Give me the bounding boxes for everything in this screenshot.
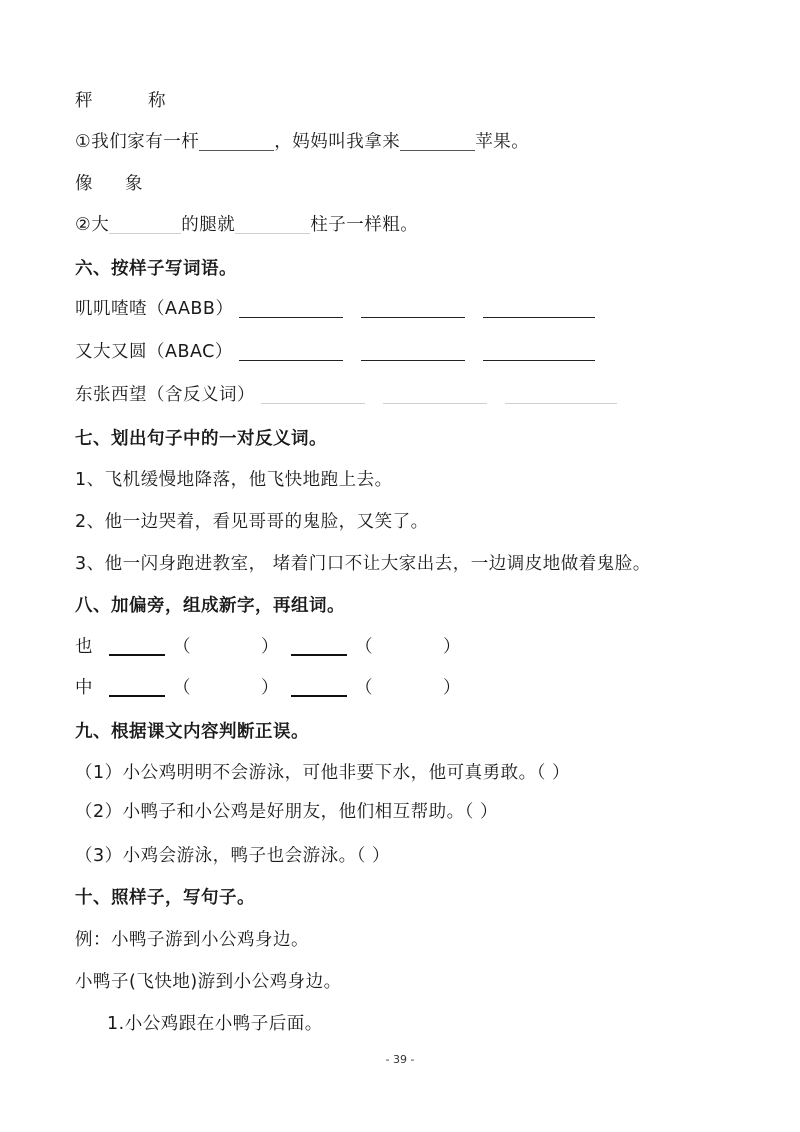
answer-blank[interactable] (109, 215, 181, 234)
answer-blank[interactable] (235, 215, 310, 234)
new-char-blank[interactable] (109, 677, 165, 697)
char-option: 秤 (75, 91, 93, 111)
answer-blank[interactable] (199, 132, 274, 151)
antonym-sentence: 1、飞机缓慢地降落，他飞快地跑上去。 (75, 470, 393, 490)
word-pattern-row (75, 383, 617, 407)
answer-blank[interactable] (239, 299, 343, 318)
antonym-sentence: 2、他一边哭着，看见哥哥的鬼脸，又笑了。 (75, 512, 429, 532)
pattern-label: 东张西望（含反义词） (75, 385, 255, 405)
char-pair-1 (75, 89, 166, 113)
example-sentence: 例：小鸭子游到小公鸡身边。 (75, 930, 309, 950)
sentence-text: ②大 (75, 215, 110, 235)
base-char: 也 (75, 637, 93, 657)
word-pattern-row (75, 340, 595, 364)
fill-sentence-1 (75, 130, 529, 154)
paren-open: （ (173, 678, 191, 698)
antonym-sentence: 3、他一闪身跑进教室， 堵着门口不让大家出去，一边调皮地做着鬼脸。 (75, 554, 651, 574)
paren-close: ） (261, 637, 279, 657)
char-option: 像 (75, 174, 93, 194)
paren-close: ） (261, 678, 279, 698)
fill-sentence-2 (75, 213, 418, 237)
pattern-label: 叽叽喳喳（AABB） (75, 299, 234, 319)
section-9-heading: 九、根据课文内容判断正误。 (75, 722, 309, 742)
sentence-text: 柱子一样粗。 (310, 215, 419, 235)
answer-blank[interactable] (361, 342, 465, 361)
radical-row (75, 635, 461, 659)
sentence-text: 苹果。 (475, 132, 530, 152)
true-false-item[interactable]: （2）小鸭子和小公鸡是好朋友，他们相互帮助。（ ） (75, 802, 498, 822)
section-7-heading: 七、划出句子中的一对反义词。 (75, 429, 327, 449)
sentence-text: 的腿就 (181, 215, 236, 235)
new-char-blank[interactable] (291, 636, 347, 656)
char-option: 象 (125, 174, 143, 194)
answer-blank[interactable] (261, 385, 365, 404)
radical-row (75, 676, 461, 700)
new-char-blank[interactable] (109, 636, 165, 656)
answer-blank[interactable] (361, 299, 465, 318)
answer-blank[interactable] (383, 385, 487, 404)
section-8-heading: 八、加偏旁，组成新字，再组词。 (75, 596, 345, 616)
sentence-text: ，妈妈叫我拿来 (274, 132, 401, 152)
paren-open: （ (173, 637, 191, 657)
paren-open: （ (355, 637, 373, 657)
word-pattern-row (75, 297, 595, 321)
page-number: - 39 - (385, 1053, 415, 1066)
pattern-label: 又大又圆（ABAC） (75, 342, 233, 362)
section-6-heading: 六、按样子写词语。 (75, 259, 237, 279)
base-char: 中 (75, 678, 93, 698)
paren-open: （ (355, 678, 373, 698)
model-sentence: 小鸭子(飞快地)游到小公鸡身边。 (75, 972, 342, 992)
answer-blank[interactable] (400, 132, 475, 151)
char-pair-2 (75, 172, 143, 196)
paren-close: ） (443, 637, 461, 657)
answer-blank[interactable] (483, 299, 595, 318)
exercise-sentence: 1.小公鸡跟在小鸭子后面。 (107, 1014, 323, 1034)
answer-blank[interactable] (505, 385, 617, 404)
section-10-heading: 十、照样子，写句子。 (75, 888, 255, 908)
paren-close: ） (443, 678, 461, 698)
true-false-item[interactable]: （3）小鸡会游泳，鸭子也会游泳。（ ） (75, 846, 390, 866)
true-false-item[interactable]: （1）小公鸡明明不会游泳，可他非要下水，他可真勇敢。（ ） (75, 763, 570, 783)
sentence-text: ①我们家有一杆 (75, 132, 200, 152)
answer-blank[interactable] (483, 342, 595, 361)
new-char-blank[interactable] (291, 677, 347, 697)
char-option: 称 (148, 91, 166, 111)
answer-blank[interactable] (239, 342, 343, 361)
